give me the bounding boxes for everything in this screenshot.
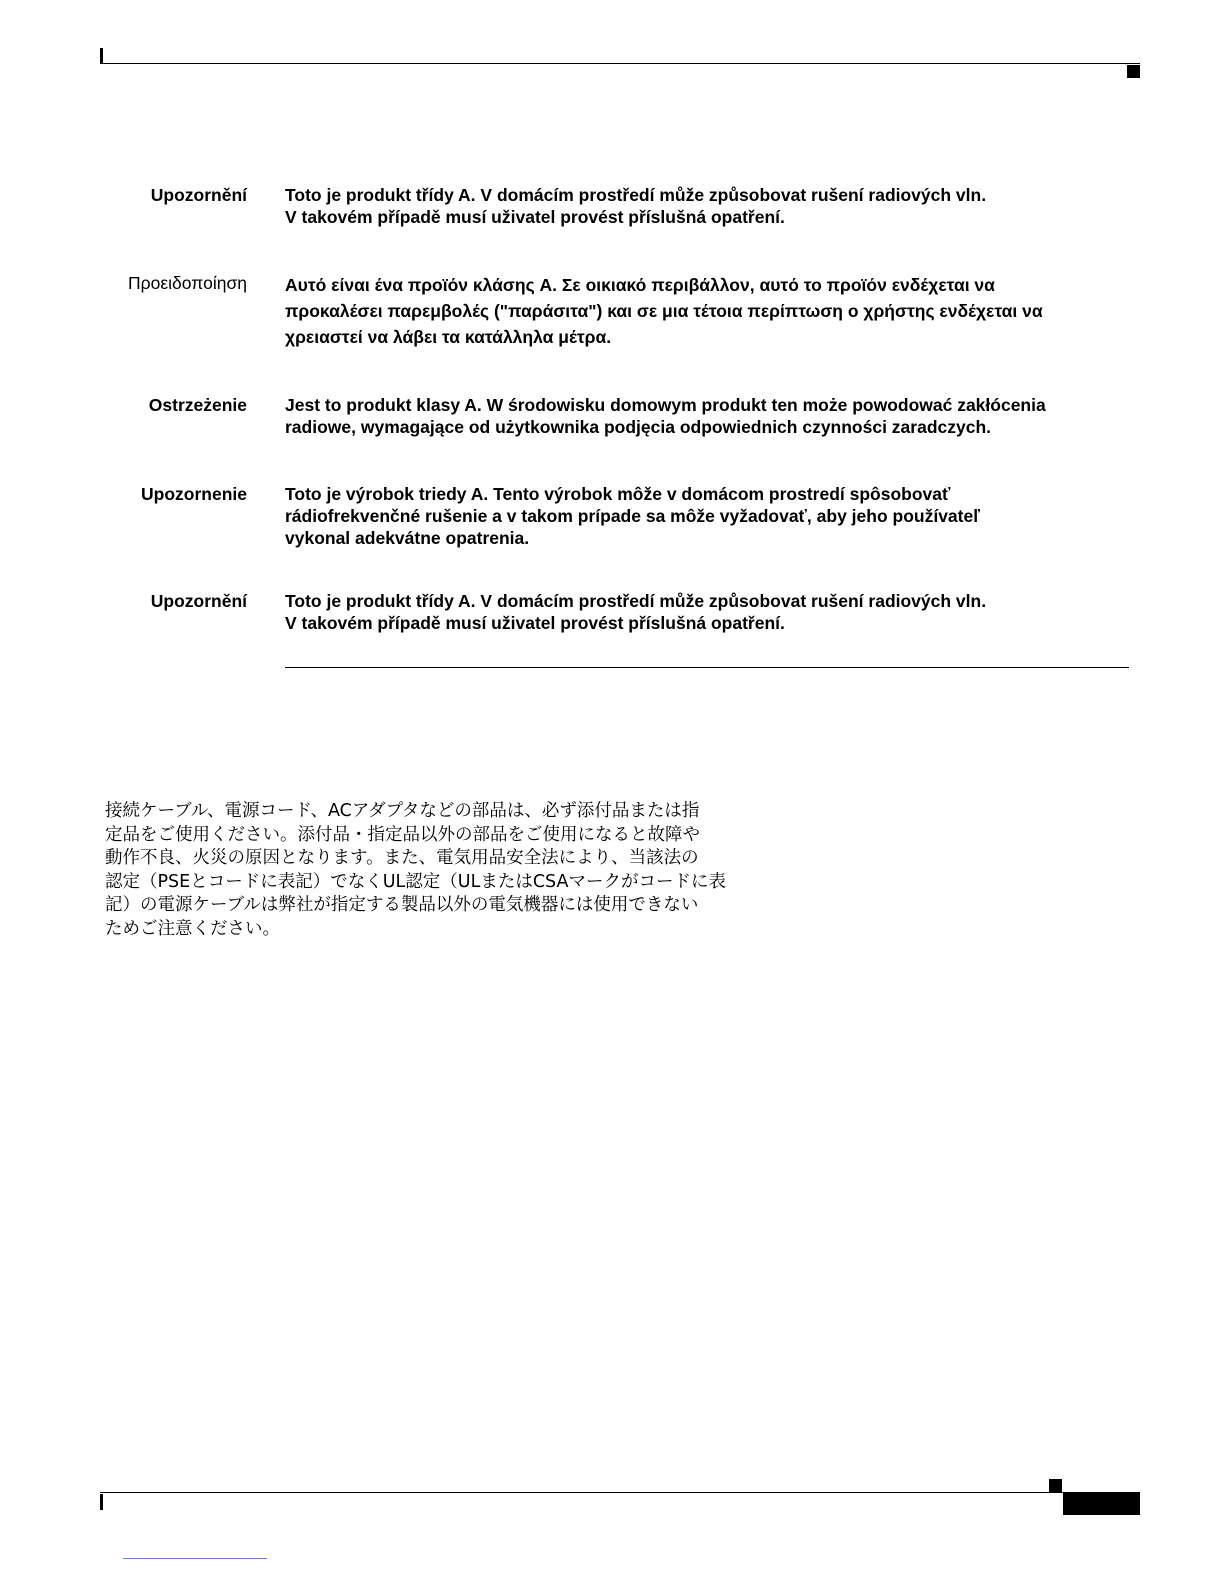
japanese-notice-line: 認定（PSEとコードに表記）でなくUL認定（ULまたはCSAマークがコードに表: [105, 871, 726, 892]
warning-text-line: χρειαστεί να λάβει τα κατάλληλα μέτρα.: [285, 327, 612, 347]
footer-corner-marker: [1049, 1479, 1062, 1492]
japanese-notice-line: 定品をご使用ください。添付品・指定品以外の部品をご使用になると故障や: [105, 824, 700, 845]
warning-text: [285, 394, 1135, 438]
warning-label: Ostrzeżenie: [148, 395, 247, 415]
warning-label: Προειδοποίηση: [128, 273, 247, 293]
warning-text-line: Toto je výrobok triedy A. Tento výrobok môže v domácom prostredí spôsobovať: [285, 484, 951, 504]
warning-label: Upozornění: [150, 591, 247, 611]
page-number-tab: [1063, 1493, 1140, 1515]
warning-text: [285, 184, 1135, 228]
warning-text-line: Toto je produkt třídy A. V domácím prostředí může způsobovat rušení radiových vln.: [285, 185, 987, 205]
warning-label: Upozornění: [150, 185, 247, 205]
warning-text-line: rádiofrekvenčné rušenie a v takom prípade sa môže vyžadovať, aby jeho používateľ: [285, 506, 980, 526]
warning-text: [285, 483, 1135, 549]
warning-text-line: radiowe, wymagające od użytkownika podjęcia odpowiednich czynności zaradczych.: [285, 417, 992, 437]
warning-text-line: Αυτό είναι ένα προϊόν κλάσης A. Σε οικιακό περιβάλλον, αυτό το προϊόν ενδέχεται να: [285, 275, 995, 295]
footer-link-underline[interactable]: [123, 1558, 267, 1559]
warning-text-line: Toto je produkt třídy A. V domácím prostředí může způsobovat rušení radiových vln.: [285, 591, 987, 611]
japanese-notice-line: 動作不良、火災の原因となります。また、電気用品安全法により、当該法の: [105, 848, 699, 868]
footer-tick-mark: [100, 1494, 103, 1510]
japanese-notice-line: ためご注意ください。: [105, 918, 280, 939]
warning-text: [285, 590, 1135, 634]
japanese-notice-line: 接続ケーブル、電源コード、ACアダプタなどの部品は、必ず添付品または指: [105, 801, 700, 821]
warning-text-line: Jest to produkt klasy A. W środowisku domowym produkt ten może powodować zakłócenia: [285, 395, 1046, 415]
header-tick-mark: [100, 48, 103, 64]
warning-text-line: προκαλέσει παρεμβολές ("παράσιτα") και σε μια τέτοια περίπτωση ο χρήστης ενδέχεται να: [285, 301, 1043, 321]
header-corner-marker: [1127, 65, 1140, 78]
warning-text: [285, 272, 1135, 350]
header-rule: [100, 63, 1140, 64]
section-end-rule: [285, 667, 1129, 668]
warning-text-line: vykonal adekvátne opatrenia.: [285, 528, 530, 548]
warning-text-line: V takovém případě musí uživatel provést příslušná opatření.: [285, 207, 785, 227]
japanese-notice-line: 記）の電源ケーブルは弊社が指定する製品以外の電気機器には使用できない: [105, 895, 699, 915]
warning-text-line: V takovém případě musí uživatel provést příslušná opatření.: [285, 613, 785, 633]
japanese-notice: [105, 800, 765, 941]
footer-rule: [100, 1492, 1140, 1493]
warning-label: Upozornenie: [141, 484, 247, 504]
